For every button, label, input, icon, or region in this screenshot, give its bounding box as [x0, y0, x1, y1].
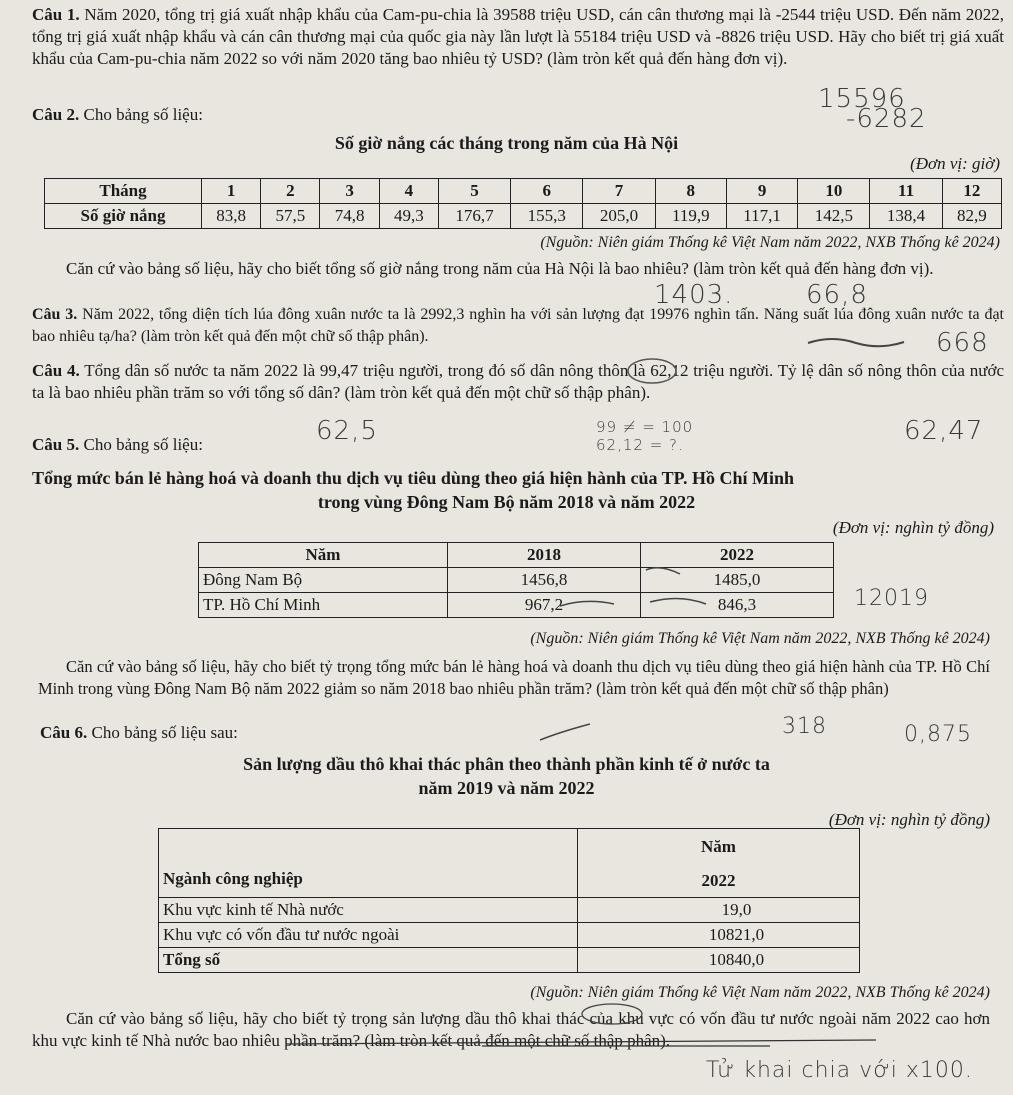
month-cell: 2	[261, 179, 320, 204]
table-1-unit: (Đơn vị: giờ)	[910, 154, 1000, 173]
header-cell: 2018	[448, 543, 641, 568]
table-1-source: (Nguồn: Niên giám Thống kê Việt Nam năm 2022, NXB Thống kê 2024)	[540, 234, 1000, 251]
header-cell: Năm	[199, 543, 448, 568]
row-label-cell: TP. Hồ Chí Minh	[199, 593, 448, 618]
value-cell: 10821,0	[578, 923, 860, 948]
value-cell: 10840,0	[578, 948, 860, 973]
question-6-label: Câu 6.	[40, 723, 88, 742]
handwritten-note: 62,12 = ?.	[596, 436, 684, 454]
month-cell: 6	[511, 179, 583, 204]
value-cell: 1485,0	[641, 568, 834, 593]
pencil-stroke	[540, 724, 590, 740]
question-6-text: Căn cứ vào bảng số liệu, hãy cho biết tỷ trọng sản lượng dầu thô khai thác của khu vực có vốn đầu tư nước ngoài năm 2022 cao hơn khu vực kinh tế Nhà nước bao nhiêu phần trăm? (làm tròn kết quả đến một chữ số thập phân).	[32, 1009, 990, 1050]
month-cell: 1	[202, 179, 261, 204]
handwritten-note: 668	[936, 328, 989, 358]
table-2-unit: (Đơn vị: nghìn tỷ đồng)	[832, 518, 994, 537]
hours-cell: 119,9	[655, 204, 726, 229]
header-industry: Ngành công nghiệp	[159, 829, 578, 898]
question-6-intro-text: Cho bảng số liệu sau:	[91, 723, 238, 742]
table-2-title-line1: Tổng mức bán lẻ hàng hoá và doanh thu dịch vụ tiêu dùng theo giá hiện hành của TP. Hồ Chí Minh	[32, 468, 795, 488]
pencil-stroke	[650, 598, 706, 604]
hours-cell: 57,5	[261, 204, 320, 229]
hours-cell: 176,7	[438, 204, 510, 229]
handwritten-note: Tử khai chia với x100.	[706, 1058, 973, 1083]
row-header-month: Tháng	[45, 179, 202, 204]
row-label-cell: Khu vực kinh tế Nhà nước	[159, 898, 578, 923]
question-4-text: Tổng dân số nước ta năm 2022 là 99,47 triệu người, trong đó số dân nông thôn là 62,12 triệu người. Tỷ lệ dân số nông thôn của nước ta là bao nhiêu phần trăm so với tổng số dân? (làm tròn kết quả đến một chữ số thập phân).	[32, 361, 1004, 402]
hours-cell: 82,9	[942, 204, 1001, 229]
row-header-hours: Số giờ nắng	[45, 204, 202, 229]
pencil-stroke	[560, 601, 614, 606]
circle-mark	[628, 359, 676, 383]
question-4-label: Câu 4.	[32, 361, 80, 380]
month-cell: 9	[726, 179, 797, 204]
hours-cell: 155,3	[511, 204, 583, 229]
question-5-label: Câu 5.	[32, 435, 80, 454]
hours-cell: 142,5	[798, 204, 870, 229]
question-3-text: Năm 2022, tổng diện tích lúa đông xuân nước ta là 2992,3 nghìn ha với sản lượng đạt 19976 nghìn tấn. Năng suất lúa đông xuân nước ta đạt bao nhiêu tạ/ha? (làm tròn kết quả đến một chữ số thập phân).	[32, 306, 1005, 345]
circle-mark	[582, 1004, 642, 1024]
month-cell: 7	[583, 179, 655, 204]
month-cell: 11	[870, 179, 942, 204]
table-2-source: (Nguồn: Niên giám Thống kê Việt Nam năm 2022, NXB Thống kê 2024)	[530, 630, 990, 647]
month-cell: 4	[379, 179, 438, 204]
handwritten-note: 1403.	[654, 280, 734, 310]
value-cell: 846,3	[641, 593, 834, 618]
header-cell: 2022	[641, 543, 834, 568]
handwritten-note: 62,5	[316, 416, 378, 446]
header-year: 2022	[578, 866, 860, 898]
header-year-group: Năm	[578, 829, 860, 866]
handwritten-note: 62,47	[904, 416, 984, 446]
hours-cell: 117,1	[726, 204, 797, 229]
scribble-mark	[808, 339, 904, 346]
handwritten-note: 12019	[854, 586, 929, 611]
month-cell: 12	[942, 179, 1001, 204]
question-5-text: Căn cứ vào bảng số liệu, hãy cho biết tỷ trọng tổng mức bán lẻ hàng hoá và doanh thu dịch vụ tiêu dùng theo giá hiện hành của TP. Hồ Chí Minh trong vùng Đông Nam Bộ năm 2022 giảm so năm 2018 bao nhiêu phần trăm? (làm tròn kết quả đến một chữ số thập phân)	[38, 657, 990, 698]
underline-mark	[286, 1040, 876, 1044]
table-2-title-line2: trong vùng Đông Nam Bộ năm 2018 và năm 2022	[317, 492, 696, 512]
row-label-cell: Khu vực có vốn đầu tư nước ngoài	[159, 923, 578, 948]
handwritten-note: 318	[782, 714, 827, 739]
value-cell: 1456,8	[448, 568, 641, 593]
question-2-text: Căn cứ vào bảng số liệu, hãy cho biết tổng số giờ nắng trong năm của Hà Nội là bao nhiêu? (làm tròn kết quả đến hàng đơn vị).	[66, 259, 934, 278]
month-cell: 10	[798, 179, 870, 204]
hours-cell: 205,0	[583, 204, 655, 229]
handwritten-note: 0,875	[904, 722, 972, 747]
hours-cell: 138,4	[870, 204, 942, 229]
hours-cell: 74,8	[320, 204, 379, 229]
hours-cell: 49,3	[379, 204, 438, 229]
handwritten-note: -6282	[846, 104, 927, 134]
row-label-cell: Đông Nam Bộ	[199, 568, 448, 593]
handwritten-note: 15596	[818, 84, 906, 114]
table-1-title: Số giờ nắng các tháng trong năm của Hà Nội	[334, 133, 679, 153]
hours-cell: 83,8	[202, 204, 261, 229]
table-3-unit: (Đơn vị: nghìn tỷ đồng)	[828, 810, 990, 829]
value-cell: 19,0	[578, 898, 860, 923]
pencil-stroke	[646, 568, 680, 574]
question-3-label: Câu 3.	[32, 306, 78, 323]
month-cell: 5	[438, 179, 510, 204]
question-1-label: Câu 1.	[32, 5, 80, 24]
month-cell: 3	[320, 179, 379, 204]
question-1-text: Năm 2020, tổng trị giá xuất nhập khẩu của Cam-pu-chia là 39588 triệu USD, cán cân thương mại là -2544 triệu USD. Đến năm 2022, tổng trị giá xuất nhập khẩu và cán cân thương mại của quốc gia này lần lượt là 55184 triệu USD và -8826 triệu USD. Hãy cho biết trị giá xuất khẩu của Cam-pu-chia năm 2022 so với năm 2020 tăng bao nhiêu tỷ USD? (làm tròn kết quả đến hàng đơn vị).	[32, 5, 1004, 68]
table-3-title-line1: Sản lượng dầu thô khai thác phân theo thành phần kinh tế ở nước ta	[243, 754, 770, 774]
table-3-source: (Nguồn: Niên giám Thống kê Việt Nam năm 2022, NXB Thống kê 2024)	[530, 984, 990, 1001]
question-5-intro-text: Cho bảng số liệu:	[83, 435, 203, 454]
table-3-title-line2: năm 2019 và năm 2022	[418, 778, 595, 798]
handwritten-note: 66,8	[806, 280, 868, 310]
question-2-intro-text: Cho bảng số liệu:	[83, 105, 203, 124]
month-cell: 8	[655, 179, 726, 204]
value-cell: 967,2	[448, 593, 641, 618]
question-2-label: Câu 2.	[32, 105, 80, 124]
row-label-cell: Tổng số	[159, 948, 578, 973]
handwritten-note: 99 ≠ = 100	[596, 418, 694, 436]
